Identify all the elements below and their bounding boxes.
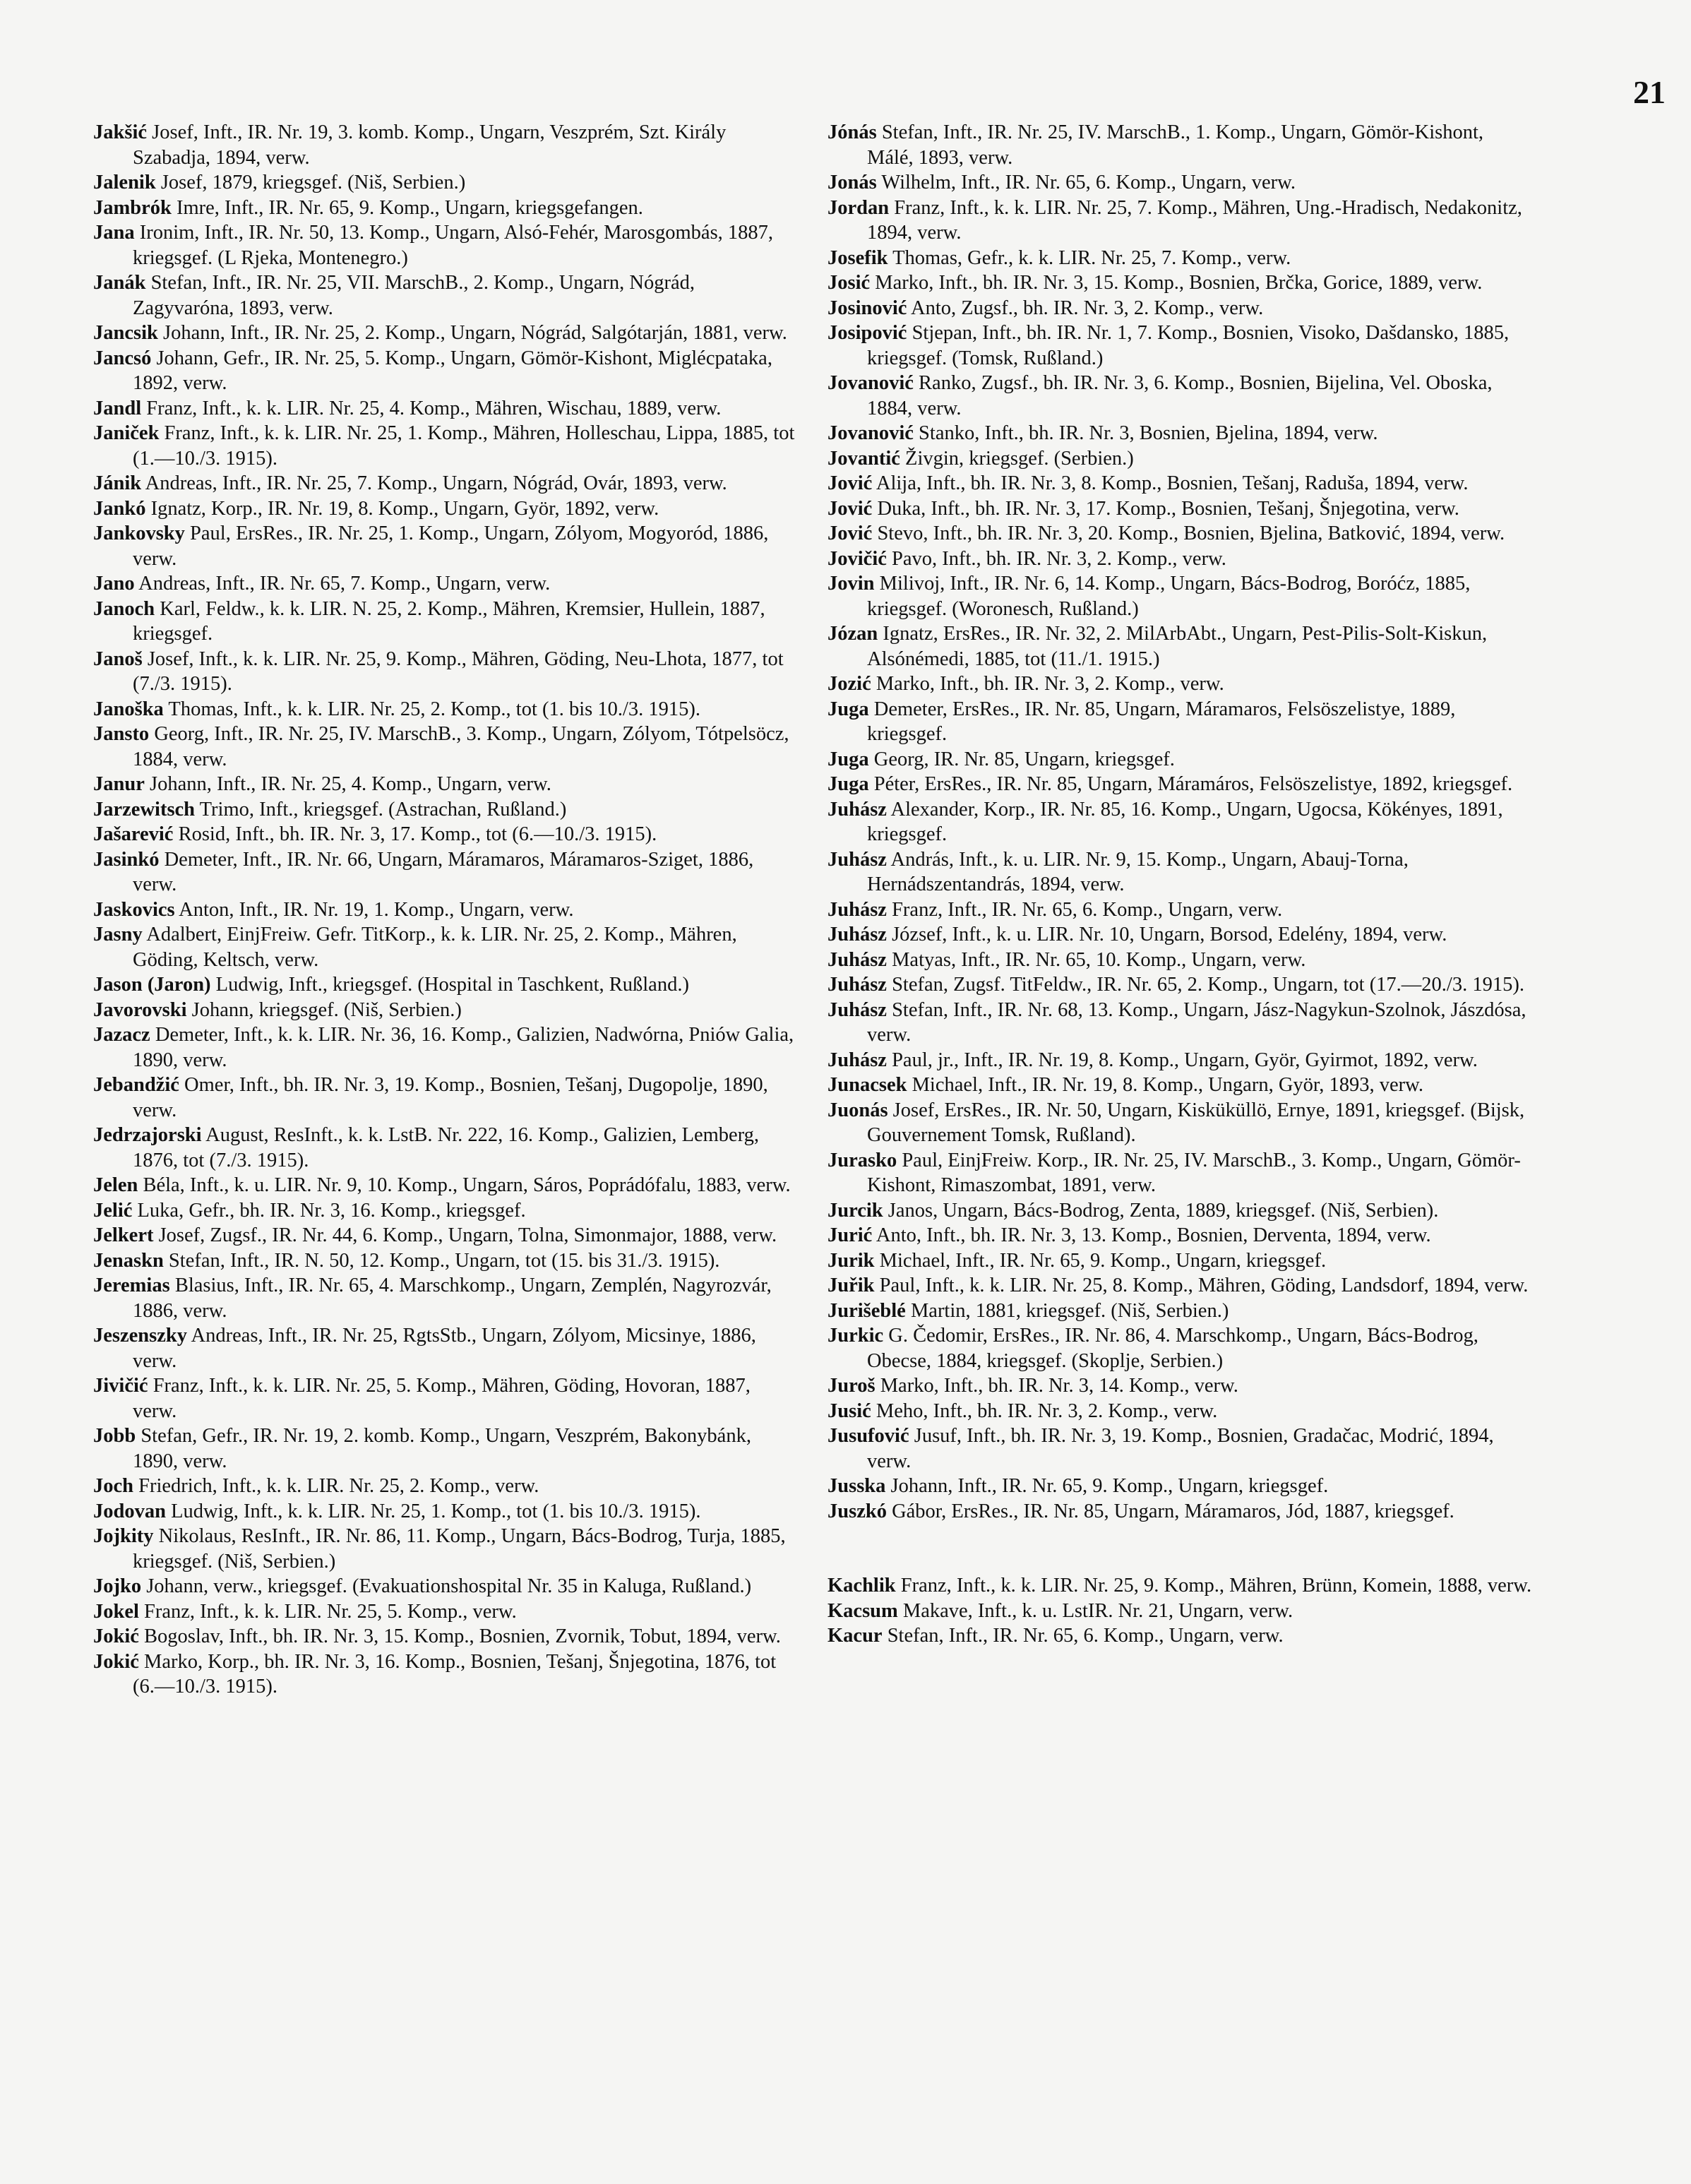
entry-surname: Jonás — [827, 172, 877, 193]
entry-surname: Juhász — [827, 948, 887, 971]
register-entry — [827, 747, 1534, 772]
register-entry — [93, 1223, 799, 1248]
register-entry — [827, 1098, 1534, 1148]
entry-surname: Jojko — [93, 1575, 142, 1597]
entry-surname: Juhász — [827, 898, 887, 921]
register-entry — [93, 521, 799, 571]
entry-details: Stevo, Inft., bh. IR. Nr. 3, 20. Komp., Bosnien, Bjelina, Batković, 1894, verw. — [872, 523, 1505, 544]
entry-details: Andreas, Inft., IR. Nr. 25, 7. Komp., Ungarn, Nógrád, Ovár, 1893, verw. — [141, 472, 727, 494]
entry-surname: Jordan — [827, 196, 890, 219]
entry-surname: Josefik — [827, 246, 888, 269]
register-entry — [827, 1198, 1534, 1224]
entry-details: Anton, Inft., IR. Nr. 19, 1. Komp., Ungarn, verw. — [174, 898, 574, 921]
register-entry — [93, 1173, 799, 1198]
entry-details: Anto, Zugsf., bh. IR. Nr. 3, 2. Komp., verw. — [907, 297, 1264, 319]
entry-surname: Jano — [93, 573, 135, 595]
register-entry — [827, 1399, 1534, 1424]
entry-surname: Jankó — [93, 497, 146, 520]
entry-surname: Joch — [93, 1475, 133, 1497]
register-entry — [93, 1624, 799, 1649]
register-entry — [827, 972, 1534, 998]
entry-details: Josef, ErsRes., IR. Nr. 50, Ungarn, Kisküküllö, Ernye, 1891, kriegsgef. (Bijsk, Gouvernement Tomsk, Rußland). — [867, 1099, 1525, 1146]
register-entry — [93, 1248, 799, 1274]
entry-details: Johann, Inft., IR. Nr. 65, 9. Komp., Ungarn, kriegsgef. — [885, 1475, 1329, 1497]
entry-surname: Jozić — [827, 673, 871, 695]
register-entry — [93, 396, 799, 422]
entry-surname: Juhász — [827, 848, 887, 871]
entry-details: Josef, Inft., k. k. LIR. Nr. 25, 9. Komp., Mähren, Göding, Neu-Lhota, 1877, tot (7./3. 1915). — [133, 648, 784, 695]
entry-details: Franz, Inft., k. k. LIR. Nr. 25, 1. Komp., Mähren, Holleschau, Lippa, 1885, tot (1.—10./3. 1915). — [133, 422, 795, 470]
entry-surname: Jašarević — [93, 823, 174, 845]
register-entry — [93, 1373, 799, 1424]
entry-details: Franz, Inft., k. k. LIR. Nr. 25, 7. Komp., Mähren, Ung.-Hradisch, Nedakonitz, 1894, verw. — [867, 196, 1522, 244]
entry-surname: Jivičić — [93, 1375, 148, 1397]
register-entry — [93, 1123, 799, 1173]
register-entry — [93, 1474, 799, 1499]
entry-details: Imre, Inft., IR. Nr. 65, 9. Komp., Ungarn, kriegsgefangen. — [171, 196, 643, 219]
entry-details: Omer, Inft., bh. IR. Nr. 3, 19. Komp., Bosnien, Tešanj, Dugopolje, 1890, verw. — [133, 1074, 768, 1121]
entry-details: Alija, Inft., bh. IR. Nr. 3, 8. Komp., Bosnien, Tešanj, Raduša, 1894, verw. — [872, 472, 1469, 494]
entry-details: G. Čedomir, ErsRes., IR. Nr. 86, 4. Marschkomp., Ungarn, Bács-Bodrog, Obecse, 1884, kriegsgef. (Skoplje, Serbien.) — [867, 1325, 1478, 1372]
entry-surname: Jana — [93, 222, 135, 244]
entry-details: Marko, Inft., bh. IR. Nr. 3, 14. Komp., verw. — [875, 1375, 1238, 1397]
entry-surname: Jurasko — [827, 1149, 897, 1171]
entry-details: Stjepan, Inft., bh. IR. Nr. 1, 7. Komp., Bosnien, Visoko, Dašdansko, 1885, kriegsgef. (Tomsk, Rußland.) — [867, 322, 1510, 369]
entry-surname: Juhász — [827, 1049, 887, 1071]
entry-details: Stefan, Inft., IR. Nr. 65, 6. Komp., Ungarn, verw. — [882, 1625, 1284, 1647]
entry-surname: Josipović — [827, 322, 907, 344]
entry-surname: Jurcik — [827, 1199, 883, 1222]
entry-surname: Jurkic — [827, 1325, 884, 1347]
register-entry — [827, 270, 1534, 296]
register-entry — [93, 1424, 799, 1474]
entry-details: Georg, IR. Nr. 85, Ungarn, kriegsgef. — [868, 748, 1175, 770]
register-entry — [827, 1299, 1534, 1324]
register-entry — [827, 246, 1534, 271]
register-entry — [93, 822, 799, 847]
entry-details: Rosid, Inft., bh. IR. Nr. 3, 17. Komp., tot (6.—10./3. 1915). — [173, 823, 657, 845]
register-entry — [827, 120, 1534, 170]
right-column — [827, 120, 1534, 1649]
register-entry — [93, 1073, 799, 1123]
register-entry — [827, 922, 1534, 948]
entry-details: Demeter, ErsRes., IR. Nr. 85, Ungarn, Máramaros, Felsöszelistye, 1889, kriegsgef. — [867, 698, 1456, 745]
entry-details: Stanko, Inft., bh. IR. Nr. 3, Bosnien, Bjelina, 1894, verw. — [913, 422, 1378, 444]
entry-surname: Jovin — [827, 573, 875, 595]
register-entry — [827, 446, 1534, 472]
entry-surname: Jurić — [827, 1224, 873, 1246]
register-entry — [827, 571, 1534, 621]
register-entry — [827, 1273, 1534, 1299]
entry-surname: Jasinkó — [93, 848, 160, 871]
entry-details: Paul, jr., Inft., IR. Nr. 19, 8. Komp., Ungarn, Györ, Gyirmot, 1892, verw. — [886, 1049, 1478, 1071]
register-entry — [827, 1323, 1534, 1373]
entry-details: Stefan, Inft., IR. N. 50, 12. Komp., Ungarn, tot (15. bis 31./3. 1915). — [163, 1249, 720, 1272]
register-entry — [827, 697, 1534, 747]
register-entry — [827, 1499, 1534, 1524]
entry-surname: Jovantić — [827, 447, 900, 470]
entry-details: Péter, ErsRes., IR. Nr. 85, Ungarn, Máramáros, Felsöszelistye, 1892, kriegsgef. — [868, 773, 1513, 795]
register-entry — [93, 647, 799, 697]
register-entry — [827, 847, 1534, 897]
entry-details: Josef, Zugsf., IR. Nr. 44, 6. Komp., Ungarn, Tolna, Simonmajor, 1888, verw. — [153, 1224, 777, 1246]
entry-details: Anto, Inft., bh. IR. Nr. 3, 13. Komp., Bosnien, Derventa, 1894, verw. — [872, 1224, 1431, 1246]
entry-details: Ironim, Inft., IR. Nr. 50, 13. Komp., Ungarn, Alsó-Fehér, Marosgombás, 1887, kriegsgef. (L Rjeka, Montenegro.) — [133, 222, 774, 269]
entry-surname: Jakšić — [93, 121, 148, 143]
entry-surname: Jeremias — [93, 1275, 170, 1296]
register-entry — [827, 1073, 1534, 1098]
register-entry — [93, 1022, 799, 1073]
register-entry — [827, 1223, 1534, 1248]
entry-surname: Juga — [827, 698, 869, 720]
entry-details: Makave, Inft., k. u. LstIR. Nr. 21, Ungarn, verw. — [897, 1599, 1293, 1622]
entry-details: Ludwig, Inft., k. k. LIR. Nr. 25, 1. Komp., tot (1. bis 10./3. 1915). — [165, 1500, 701, 1522]
entry-details: Béla, Inft., k. u. LIR. Nr. 9, 10. Komp., Ungarn, Sáros, Poprádófalu, 1883, verw. — [138, 1174, 791, 1196]
entry-surname: Janur — [93, 773, 145, 795]
register-entry — [827, 1148, 1534, 1198]
entry-surname: Jović — [827, 497, 873, 520]
entry-surname: Josić — [827, 272, 871, 294]
entry-surname: Juřik — [827, 1275, 875, 1296]
register-entry — [827, 998, 1534, 1048]
entry-surname: Juhász — [827, 924, 887, 945]
register-entry — [93, 120, 799, 170]
register-entry — [827, 797, 1534, 847]
entry-details: Stefan, Inft., IR. Nr. 68, 13. Komp., Ungarn, Jász-Nagykun-Szolnok, Jászdósa, verw. — [867, 998, 1526, 1046]
register-entry — [93, 772, 799, 797]
register-entry — [93, 571, 799, 597]
entry-details: Meho, Inft., bh. IR. Nr. 3, 2. Komp., verw. — [871, 1400, 1218, 1422]
entry-surname: Janoš — [93, 648, 143, 670]
entry-surname: Kacur — [827, 1625, 883, 1647]
register-entry — [93, 496, 799, 522]
entry-details: Ignatz, ErsRes., IR. Nr. 32, 2. MilArbAbt., Ungarn, Pest-Pilis-Solt-Kiskun, Alsónémedi, 1885, tot (11./1. 1915.) — [867, 623, 1488, 670]
entry-details: Marko, Korp., bh. IR. Nr. 3, 16. Komp., Bosnien, Tešanj, Šnjegotina, 1876, tot (6.—10./3. 1915). — [133, 1650, 777, 1697]
entry-details: Marko, Inft., bh. IR. Nr. 3, 15. Komp., Bosnien, Brčka, Gorice, 1889, verw. — [870, 272, 1483, 294]
entry-details: Živgin, kriegsgef. (Serbien.) — [900, 447, 1134, 470]
entry-surname: Jasny — [93, 924, 143, 945]
entry-surname: Jokić — [93, 1625, 139, 1647]
entry-surname: Junacsek — [827, 1074, 907, 1096]
register-entry — [93, 1198, 799, 1224]
register-entry — [93, 346, 799, 396]
section-gap — [827, 1524, 1534, 1573]
register-entry — [93, 722, 799, 772]
entry-details: August, ResInft., k. k. LstB. Nr. 222, 16. Komp., Galizien, Lemberg, 1876, tot (7./3. 1915). — [133, 1124, 760, 1171]
register-entry — [827, 196, 1534, 246]
entry-details: Karl, Feldw., k. k. LIR. N. 25, 2. Komp., Mähren, Kremsier, Hullein, 1887, kriegsgef. — [133, 597, 765, 645]
entry-details: Alexander, Korp., IR. Nr. 85, 16. Komp., Ungarn, Ugocsa, Kökényes, 1891, kriegsgef. — [867, 798, 1503, 845]
register-entry — [827, 672, 1534, 697]
entry-surname: Jason (Jaron) — [93, 974, 211, 996]
register-entry — [827, 1373, 1534, 1399]
entry-surname: Jobb — [93, 1425, 136, 1447]
register-entry — [827, 1424, 1534, 1474]
entry-details: Pavo, Inft., bh. IR. Nr. 3, 2. Komp., verw. — [886, 547, 1226, 570]
entry-surname: Jankovsky — [93, 523, 185, 544]
entry-surname: Juhász — [827, 798, 887, 821]
register-entry — [93, 1273, 799, 1323]
register-entry — [93, 1323, 799, 1373]
entry-surname: Jansto — [93, 723, 150, 745]
entry-details: Thomas, Gefr., k. k. LIR. Nr. 25, 7. Komp., verw. — [888, 246, 1291, 269]
entry-details: Jusuf, Inft., bh. IR. Nr. 3, 19. Komp., Bosnien, Gradačac, Modrić, 1894, verw. — [867, 1425, 1494, 1472]
entry-details: Johann, Inft., IR. Nr. 25, 4. Komp., Ungarn, verw. — [144, 773, 551, 795]
register-entry — [93, 998, 799, 1023]
entry-surname: Jalenik — [93, 172, 156, 193]
entry-details: Trimo, Inft., kriegsgef. (Astrachan, Rußland.) — [195, 798, 567, 821]
entry-details: Demeter, Inft., k. k. LIR. Nr. 36, 16. Komp., Galizien, Nadwórna, Pniów Galia, 1890, verw. — [133, 1024, 794, 1071]
entry-surname: Jelen — [93, 1174, 138, 1196]
entry-surname: Jónás — [827, 121, 877, 143]
entry-surname: Juszkó — [827, 1500, 887, 1522]
register-entry — [93, 421, 799, 471]
register-entry — [827, 496, 1534, 522]
entry-surname: Jenaskn — [93, 1249, 164, 1272]
entry-details: Franz, Inft., k. k. LIR. Nr. 25, 4. Komp., Mähren, Wischau, 1889, verw. — [141, 397, 722, 419]
entry-details: Stefan, Inft., IR. Nr. 25, VII. MarschB., 2. Komp., Ungarn, Nógrád, Zagyvaróna, 1893, verw. — [133, 272, 695, 319]
register-entry — [93, 847, 799, 897]
entry-details: Bogoslav, Inft., bh. IR. Nr. 3, 15. Komp., Bosnien, Zvornik, Tobut, 1894, verw. — [138, 1625, 781, 1647]
entry-details: Stefan, Inft., IR. Nr. 25, IV. MarschB., 1. Komp., Ungarn, Gömör-Kishont, Málé, 1893, verw. — [867, 121, 1484, 169]
entry-details: Ignatz, Korp., IR. Nr. 19, 8. Komp., Ungarn, Györ, 1892, verw. — [145, 497, 659, 520]
entry-details: Martin, 1881, kriegsgef. (Niš, Serbien.) — [905, 1299, 1229, 1322]
entry-details: Matyas, Inft., IR. Nr. 65, 10. Komp., Ungarn, verw. — [886, 948, 1306, 971]
entry-surname: Jaskovics — [93, 898, 175, 921]
entry-surname: Jambrók — [93, 196, 172, 219]
register-entry — [827, 471, 1534, 496]
entry-surname: Jusić — [827, 1400, 871, 1422]
entry-details: Paul, Inft., k. k. LIR. Nr. 25, 8. Komp., Mähren, Göding, Landsdorf, 1894, verw. — [874, 1275, 1529, 1296]
entry-surname: Jodovan — [93, 1500, 166, 1522]
entry-surname: Juhász — [827, 974, 887, 996]
entry-surname: Jusufović — [827, 1425, 909, 1447]
register-entry — [93, 1499, 799, 1524]
entry-surname: Jurik — [827, 1249, 875, 1272]
register-entry — [93, 972, 799, 998]
entry-details: Marko, Inft., bh. IR. Nr. 3, 2. Komp., verw. — [871, 673, 1224, 695]
register-entry — [827, 1573, 1534, 1599]
register-entry — [93, 1524, 799, 1574]
entry-surname: Kacsum — [827, 1599, 898, 1622]
register-entry — [93, 1599, 799, 1625]
entry-surname: Jandl — [93, 397, 142, 419]
entry-details: Josef, Inft., IR. Nr. 19, 3. komb. Komp., Ungarn, Veszprém, Szt. Király Szabadja, 1894, verw. — [133, 121, 727, 169]
entry-surname: Józan — [827, 623, 878, 645]
register-entry — [827, 296, 1534, 321]
entry-details: Adalbert, EinjFreiw. Gefr. TitKorp., k. k. LIR. Nr. 25, 2. Komp., Mähren, Göding, Keltsch, verw. — [133, 924, 737, 971]
register-entry — [93, 471, 799, 496]
entry-details: Nikolaus, ResInft., IR. Nr. 86, 11. Komp., Ungarn, Bács-Bodrog, Turja, 1885, kriegsgef. (Niš, Serbien.) — [133, 1525, 786, 1573]
register-entry — [93, 797, 799, 823]
register-entry — [93, 1649, 799, 1700]
entry-details: Milivoj, Inft., IR. Nr. 6, 14. Komp., Ungarn, Bács-Bodrog, Boróćz, 1885, kriegsgef. (Woronesch, Rußland.) — [867, 573, 1471, 620]
register-entry — [93, 220, 799, 270]
register-entry — [93, 597, 799, 647]
entry-surname: Juonás — [827, 1099, 888, 1121]
entry-surname: Jović — [827, 523, 873, 544]
entry-details: Franz, Inft., IR. Nr. 65, 6. Komp., Ungarn, verw. — [886, 898, 1283, 921]
entry-details: Andreas, Inft., IR. Nr. 65, 7. Komp., Ungarn, verw. — [134, 573, 551, 595]
entry-details: Johann, Gefr., IR. Nr. 25, 5. Komp., Ungarn, Gömör-Kishont, Miglécpataka, 1892, verw. — [133, 347, 772, 394]
register-entry — [827, 1248, 1534, 1274]
entry-surname: Jokić — [93, 1650, 139, 1673]
register-entry — [827, 1599, 1534, 1624]
entry-details: Ludwig, Inft., kriegsgef. (Hospital in Taschkent, Rußland.) — [210, 974, 689, 996]
page-number: 21 — [1633, 74, 1666, 110]
entry-details: Paul, ErsRes., IR. Nr. 25, 1. Komp., Ungarn, Zólyom, Mogyoród, 1886, verw. — [133, 523, 769, 570]
register-entry — [827, 170, 1534, 196]
register-entry — [827, 421, 1534, 446]
entry-details: Georg, Inft., IR. Nr. 25, IV. MarschB., 3. Komp., Ungarn, Zólyom, Tótpelsöcz, 1884, verw. — [133, 723, 789, 770]
register-entry — [827, 1623, 1534, 1649]
register-entry — [827, 948, 1534, 973]
entry-surname: Jovanović — [827, 422, 914, 444]
entry-details: Luka, Gefr., bh. IR. Nr. 3, 16. Komp., kriegsgef. — [132, 1199, 526, 1222]
entry-details: Wilhelm, Inft., IR. Nr. 65, 6. Komp., Ungarn, verw. — [876, 172, 1296, 193]
entry-surname: Kachlik — [827, 1575, 896, 1597]
entry-surname: Juga — [827, 748, 869, 770]
entry-surname: Jovičić — [827, 547, 887, 570]
entry-surname: Janák — [93, 272, 146, 294]
register-entry — [93, 697, 799, 722]
entry-surname: Jancsó — [93, 347, 152, 369]
entry-surname: Juga — [827, 773, 869, 795]
entry-details: Thomas, Inft., k. k. LIR. Nr. 25, 2. Komp., tot (1. bis 10./3. 1915). — [163, 698, 701, 720]
entry-surname: Jusska — [827, 1475, 886, 1497]
register-entry — [827, 621, 1534, 672]
entry-surname: Jokel — [93, 1600, 139, 1623]
register-entry — [827, 1474, 1534, 1499]
left-column — [93, 120, 799, 1700]
entry-details: Paul, EinjFreiw. Korp., IR. Nr. 25, IV. MarschB., 3. Komp., Ungarn, Gömör-Kishont, Rimaszombat, 1891, verw. — [867, 1149, 1521, 1196]
entry-surname: Jebandžić — [93, 1074, 179, 1096]
entry-details: Johann, verw., kriegsgef. (Evakuationshospital Nr. 35 in Kaluga, Rußland.) — [141, 1575, 752, 1597]
entry-surname: Josinović — [827, 297, 907, 319]
entry-details: Franz, Inft., k. k. LIR. Nr. 25, 5. Komp., verw. — [138, 1600, 517, 1623]
register-entry — [827, 547, 1534, 572]
entry-details: Franz, Inft., k. k. LIR. Nr. 25, 9. Komp., Mähren, Brünn, Komein, 1888, verw. — [895, 1575, 1532, 1597]
entry-details: Ranko, Zugsf., bh. IR. Nr. 3, 6. Komp., Bosnien, Bijelina, Vel. Oboska, 1884, verw. — [867, 372, 1493, 419]
entry-surname: Juroš — [827, 1375, 876, 1397]
entry-details: Franz, Inft., k. k. LIR. Nr. 25, 5. Komp., Mähren, Göding, Hovoran, 1887, verw. — [133, 1375, 751, 1422]
register-entry — [827, 897, 1534, 923]
entry-details: Johann, Inft., IR. Nr. 25, 2. Komp., Ungarn, Nógrád, Salgótarján, 1881, verw. — [157, 322, 787, 344]
entry-surname: Juhász — [827, 998, 887, 1021]
entry-surname: Jarzewitsch — [93, 798, 196, 821]
entry-surname: Jelić — [93, 1199, 133, 1222]
entry-details: Johann, kriegsgef. (Niš, Serbien.) — [186, 998, 462, 1021]
register-entry — [93, 922, 799, 972]
register-entry — [93, 897, 799, 923]
register-entry — [827, 772, 1534, 797]
entry-details: Janos, Ungarn, Bács-Bodrog, Zenta, 1889, kriegsgef. (Niš, Serbien). — [883, 1199, 1439, 1222]
entry-details: Gábor, ErsRes., IR. Nr. 85, Ungarn, Máramaros, Jód, 1887, kriegsgef. — [886, 1500, 1454, 1522]
entry-surname: Jurišeblé — [827, 1299, 906, 1322]
entry-details: Friedrich, Inft., k. k. LIR. Nr. 25, 2. Komp., verw. — [133, 1475, 539, 1497]
entry-details: Stefan, Zugsf. TitFeldw., IR. Nr. 65, 2. Komp., Ungarn, tot (17.—20./3. 1915). — [886, 974, 1524, 996]
entry-surname: Jancsik — [93, 322, 158, 344]
entry-details: Blasius, Inft., IR. Nr. 65, 4. Marschkomp., Ungarn, Zemplén, Nagyrozvár, 1886, verw. — [133, 1275, 772, 1322]
register-entry — [827, 521, 1534, 547]
entry-surname: Jedrzajorski — [93, 1124, 202, 1146]
entry-surname: Jazacz — [93, 1024, 150, 1046]
entry-surname: Jelkert — [93, 1224, 154, 1246]
entry-details: Andreas, Inft., IR. Nr. 25, RgtsStb., Ungarn, Zólyom, Micsinye, 1886, verw. — [133, 1325, 756, 1372]
entry-details: Michael, Inft., IR. Nr. 65, 9. Komp., Ungarn, kriegsgef. — [874, 1249, 1327, 1272]
entry-details: Michael, Inft., IR. Nr. 19, 8. Komp., Ungarn, Györ, 1893, verw. — [907, 1074, 1424, 1096]
entry-surname: Jović — [827, 472, 873, 494]
entry-details: Stefan, Gefr., IR. Nr. 19, 2. komb. Komp., Ungarn, Veszprém, Bakonybánk, 1890, verw. — [133, 1425, 751, 1472]
register-entry — [827, 371, 1534, 421]
register-entry — [827, 1048, 1534, 1073]
entry-details: József, Inft., k. u. LIR. Nr. 10, Ungarn, Borsod, Edelény, 1894, verw. — [886, 924, 1447, 945]
register-entry — [93, 196, 799, 221]
register-entry — [93, 170, 799, 196]
entry-surname: Jovanović — [827, 372, 914, 394]
entry-details: Josef, 1879, kriegsgef. (Niš, Serbien.) — [155, 172, 466, 193]
entry-surname: Janiček — [93, 422, 160, 444]
entry-details: Demeter, Inft., IR. Nr. 66, Ungarn, Máramaros, Máramaros-Sziget, 1886, verw. — [133, 848, 754, 895]
entry-details: András, Inft., k. u. LIR. Nr. 9, 15. Komp., Ungarn, Abauj-Torna, Hernádszentandrás, 1894, verw. — [867, 848, 1409, 895]
entry-surname: Jánik — [93, 472, 142, 494]
entry-surname: Jeszenszky — [93, 1325, 187, 1347]
entry-surname: Janoch — [93, 597, 155, 620]
register-entry — [93, 1574, 799, 1599]
entry-details: Duka, Inft., bh. IR. Nr. 3, 17. Komp., Bosnien, Tešanj, Šnjegotina, verw. — [872, 497, 1459, 520]
entry-surname: Janoška — [93, 698, 164, 720]
register-entry — [93, 270, 799, 321]
entry-surname: Jojkity — [93, 1525, 154, 1547]
entry-surname: Javorovski — [93, 998, 187, 1021]
register-entry — [827, 321, 1534, 371]
register-entry — [93, 321, 799, 346]
